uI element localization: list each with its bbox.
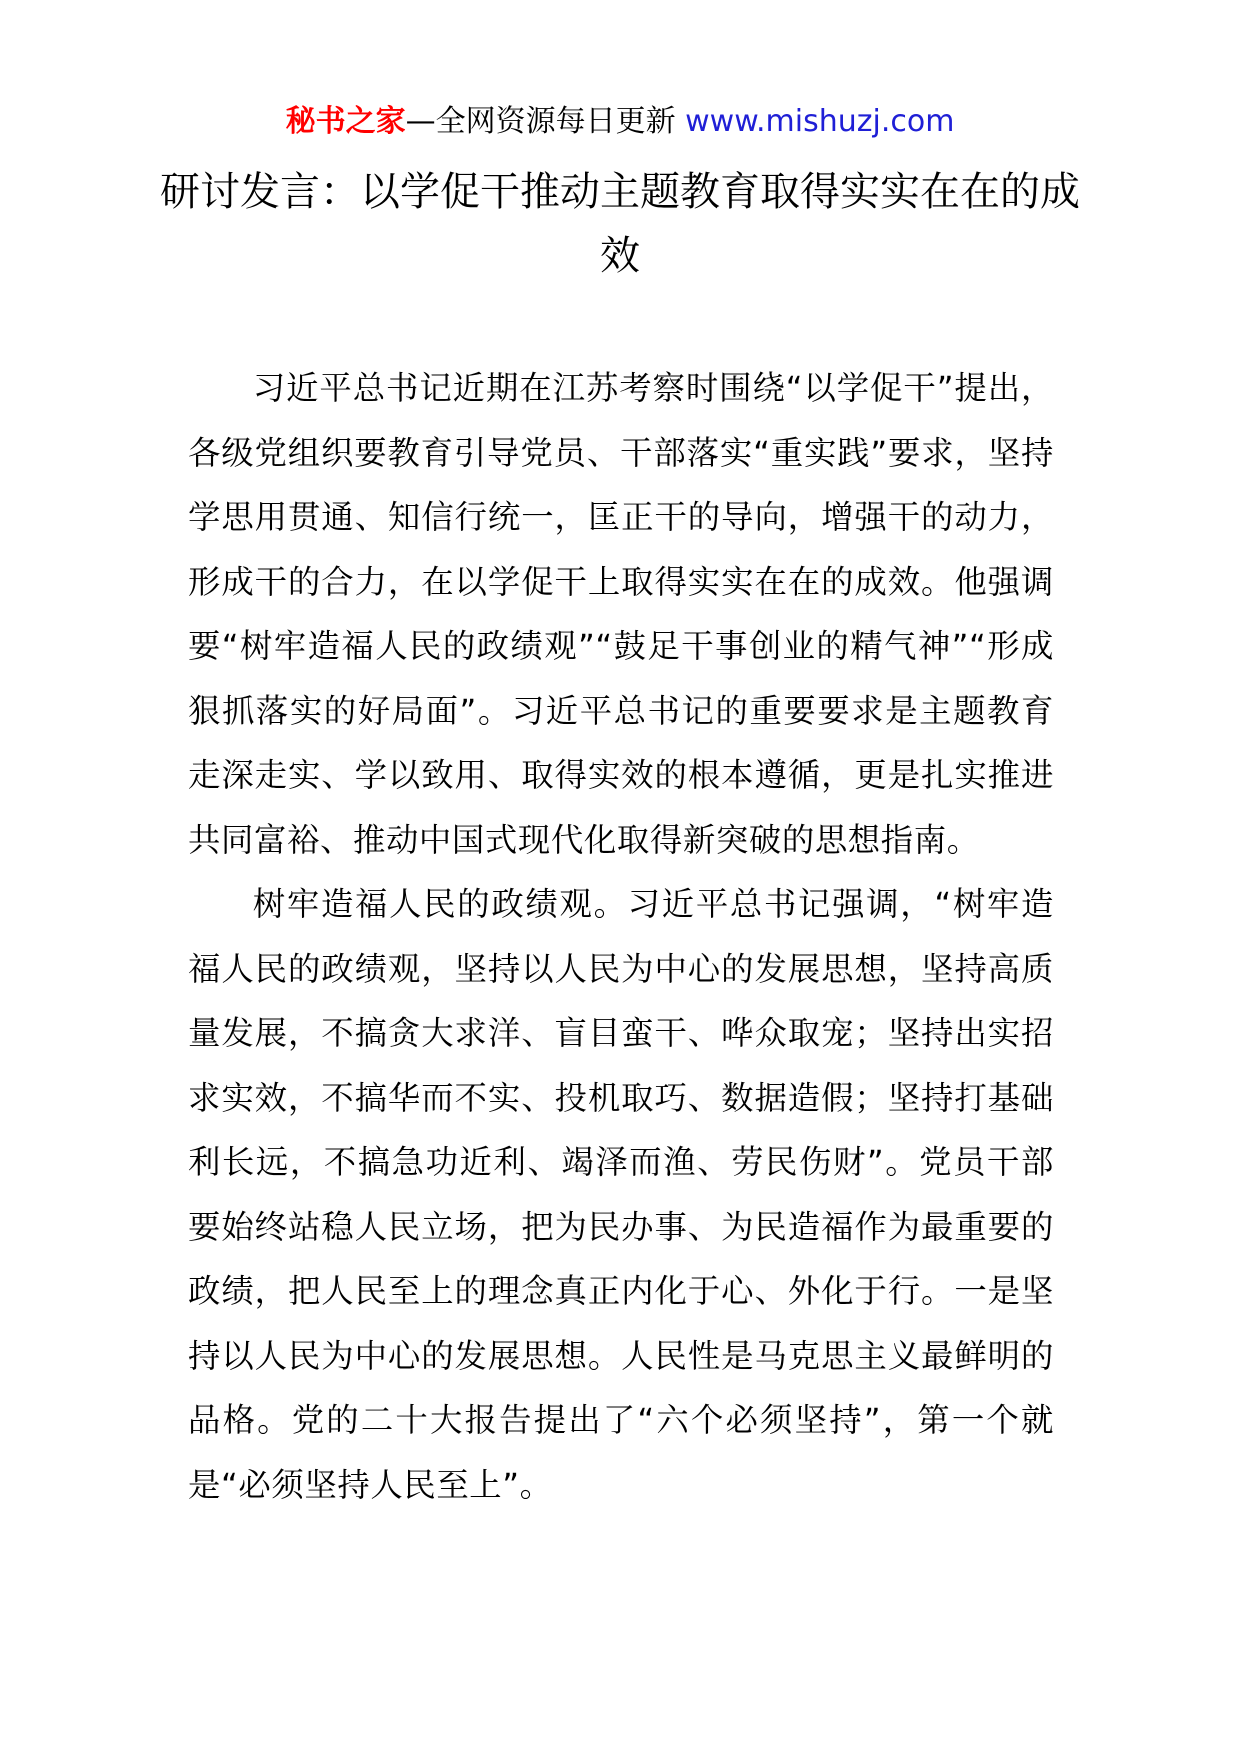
site-url-link[interactable]: www.mishuzj.com xyxy=(685,104,955,139)
site-tagline: —全网资源每日更新 xyxy=(405,104,686,139)
site-header xyxy=(0,100,1240,144)
document-title: 研讨发言：以学促干推动主题教育取得实实在在的成效 xyxy=(160,169,1080,279)
site-brand: 秘书之家 xyxy=(285,104,406,139)
document-body xyxy=(188,356,1054,1517)
paragraph-1: 习近平总书记近期在江苏考察时围绕“以学促干”提出，各级党组织要教育引导党员、干部落实“重实践”要求，坚持学思用贯通、知信行统一，匡正干的导向，增强干的动力，形成干的合力，在以学促干上取得实实在在的成效。他强调要“树牢造福人民的政绩观”“鼓足干事创业的精气神”“形成狠抓落实的好局面”。习近平总书记的重要要求是主题教育走深走实、学以致用、取得实效的根本遵循，更是扎实推进共同富裕、推动中国式现代化取得新突破的思想指南。 xyxy=(188,369,1054,859)
paragraph-2: 树牢造福人民的政绩观。习近平总书记强调，“树牢造福人民的政绩观，坚持以人民为中心的发展思想，坚持高质量发展，不搞贪大求洋、盲目蛮干、哗众取宠；坚持出实招求实效，不搞华而不实、投机取巧、数据造假；坚持打基础利长远，不搞急功近利、竭泽而渔、劳民伤财”。党员干部要始终站稳人民立场，把为民办事、为民造福作为最重要的政绩，把人民至上的理念真正内化于心、外化于行。一是坚持以人民为中心的发展思想。人民性是马克思主义最鲜明的品格。党的二十大报告提出了“六个必须坚持”，第一个就是“必须坚持人民至上”。 xyxy=(188,885,1054,1504)
